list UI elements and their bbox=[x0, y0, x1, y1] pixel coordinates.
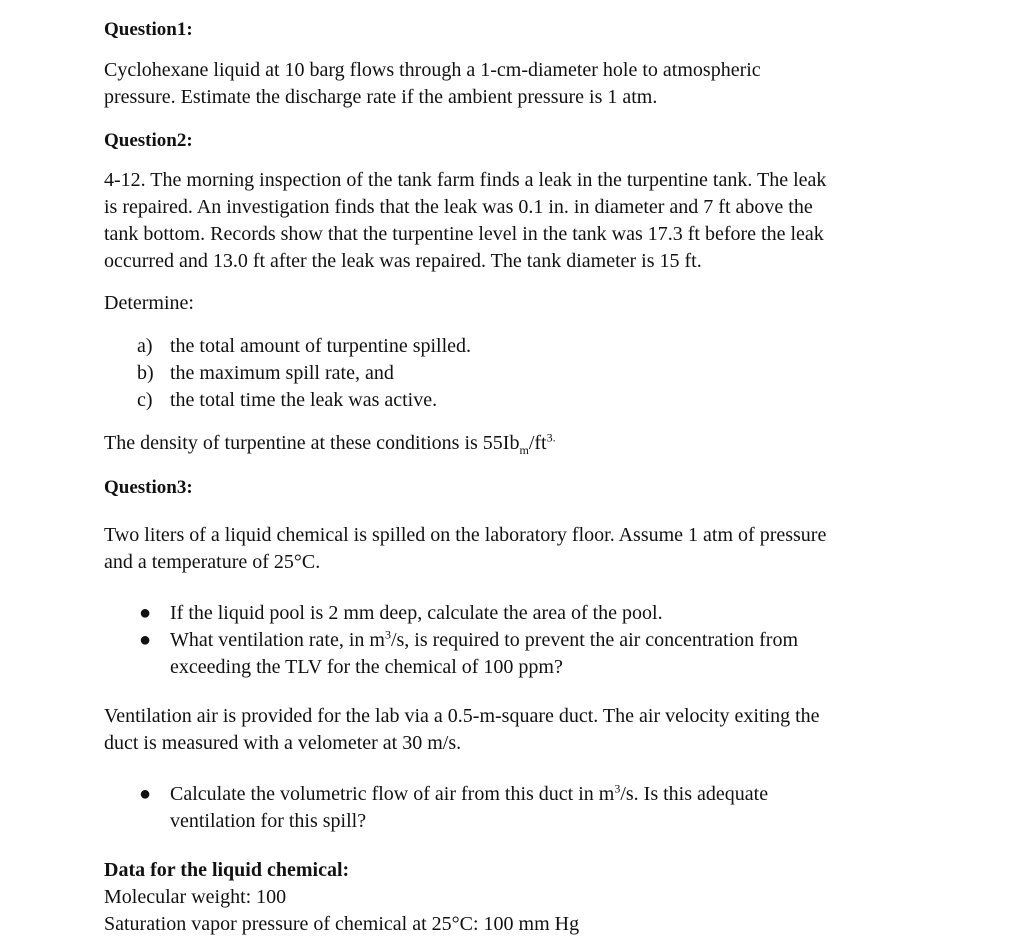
question2-heading: Question2: bbox=[104, 130, 193, 151]
question2-line: tank bottom. Records show that the turpentine level in the tank was 17.3 ft before the leak bbox=[104, 223, 824, 245]
list-marker: b) bbox=[137, 362, 154, 384]
bullet-item-text: If the liquid pool is 2 mm deep, calculate the area of the pool. bbox=[170, 602, 663, 624]
ventilation-line: duct is measured with a velometer at 30 m/s. bbox=[104, 732, 462, 754]
list-item-text: the maximum spill rate, and bbox=[170, 362, 394, 384]
question3-heading: Question3: bbox=[104, 477, 193, 498]
list-item-text: the total amount of turpentine spilled. bbox=[170, 335, 472, 357]
question3-line: and a temperature of 25°C. bbox=[104, 551, 321, 573]
bullet-line bbox=[170, 627, 798, 654]
density-superscript: 3. bbox=[546, 430, 556, 445]
determine-label: Determine: bbox=[104, 292, 194, 314]
bullet-line bbox=[170, 781, 768, 808]
bullet-icon: ● bbox=[139, 629, 152, 651]
ventilation-line: Ventilation air is provided for the lab via a 0.5-m-square duct. The air velocity exiting the bbox=[104, 705, 820, 727]
density-unit: /ft bbox=[528, 432, 547, 454]
list-marker: a) bbox=[137, 335, 153, 357]
bullet-item-text bbox=[170, 781, 768, 835]
list-item bbox=[137, 333, 471, 360]
question1-line: pressure. Estimate the discharge rate if the ambient pressure is 1 atm. bbox=[104, 86, 658, 108]
density-statement bbox=[104, 430, 904, 457]
data-line: Saturation vapor pressure of chemical at 25°C: 100 mm Hg bbox=[104, 913, 580, 935]
bullet-line: exceeding the TLV for the chemical of 100 ppm? bbox=[170, 656, 563, 678]
data-section bbox=[104, 857, 904, 938]
question2-line: occurred and 13.0 ft after the leak was repaired. The tank diameter is 15 ft. bbox=[104, 250, 702, 272]
bullet-superscript: 3 bbox=[614, 781, 621, 796]
density-subscript: m bbox=[519, 443, 529, 457]
question1-text bbox=[104, 57, 904, 111]
bullet-icon: ● bbox=[139, 783, 152, 805]
question1-heading: Question1: bbox=[104, 19, 193, 40]
list-marker: c) bbox=[137, 389, 153, 411]
bullet-superscript: 3 bbox=[384, 627, 391, 642]
bullet-text-part: /s. Is this adequate bbox=[620, 783, 769, 805]
list-item-text: the total time the leak was active. bbox=[170, 389, 438, 411]
question2-line: is repaired. An investigation finds that the leak was 0.1 in. in diameter and 7 ft above the bbox=[104, 196, 813, 218]
bullet-icon: ● bbox=[139, 602, 152, 624]
bullet-item-text bbox=[170, 627, 798, 681]
bullet-text-part: What ventilation rate, in m bbox=[170, 629, 385, 651]
density-text: The density of turpentine at these conditions is 55Ib bbox=[104, 432, 520, 454]
data-heading: Data for the liquid chemical: bbox=[104, 859, 350, 881]
question3-intro bbox=[104, 522, 904, 576]
question1-line: Cyclohexane liquid at 10 barg flows through a 1-cm-diameter hole to atmospheric bbox=[104, 59, 761, 81]
question3-line: Two liters of a liquid chemical is spilled on the laboratory floor. Assume 1 atm of pressure bbox=[104, 524, 827, 546]
bullet-text-part: /s, is required to prevent the air concentration from bbox=[390, 629, 799, 651]
list-item bbox=[137, 387, 437, 414]
bullet-line: ventilation for this spill? bbox=[170, 810, 367, 832]
bullet-text-part: Calculate the volumetric flow of air from this duct in m bbox=[170, 783, 615, 805]
question2-text bbox=[104, 167, 904, 275]
data-line: Molecular weight: 100 bbox=[104, 886, 287, 908]
list-item bbox=[137, 360, 394, 387]
ventilation-text bbox=[104, 703, 904, 757]
question2-line: 4-12. The morning inspection of the tank farm finds a leak in the turpentine tank. The leak bbox=[104, 169, 827, 191]
